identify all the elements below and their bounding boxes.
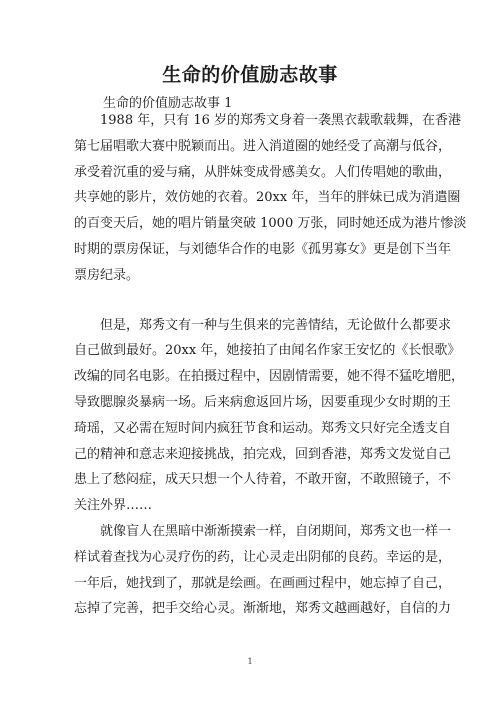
paragraph-line: 的百变天后，她的唱片销量突破 1000 万张，同时她还成为港片惨淡 <box>74 216 467 232</box>
paragraph-line: 忘掉了完善，把手交给心灵。渐渐地，郑秀文越画越好，自信的力 <box>74 601 452 617</box>
paragraph-line: 但是，郑秀文有一种与生俱来的完善情结，无论做什么都要求 <box>100 317 452 333</box>
paragraph-line: 承受着沉重的爱与痛，从胖妹变成骨感美女。人们传唱她的歌曲， <box>74 164 452 180</box>
paragraph <box>74 313 465 519</box>
paragraph-line: 票房纪录。 <box>74 267 140 283</box>
paragraph-line: 一年后，她找到了，那就是绘画。在画画过程中，她忘掉了自己， <box>74 575 452 591</box>
paragraph-line: 患上了愁闷症，成天只想一个人待着，不敢开窗，不敢照镜子，不 <box>74 472 452 488</box>
paragraph-line: 1988 年，只有 16 岁的郑秀文身着一袭黑衣载歌载舞，在香港 <box>100 113 462 128</box>
document-subtitle: 生命的价值励志故事 1 <box>103 96 233 111</box>
document-title: 生命的价值励志故事 <box>162 64 338 86</box>
paragraph-line: 样试着查找为心灵疗伤的药，让心灵走出阴郁的良药。幸运的是， <box>74 549 452 565</box>
document-body <box>74 108 467 622</box>
paragraph-line: 就像盲人在黑暗中渐渐摸索一样，自闭期间，郑秀文也一样一 <box>100 523 452 539</box>
paragraph-line: 第七届唱歌大赛中脱颖而出。进入消道圈的她经受了高潮与低谷， <box>74 138 452 154</box>
paragraph <box>74 108 467 289</box>
paragraph-line: 自己做到最好。20xx 年，她接拍了由闻名作家王安忆的《长恨歌》 <box>74 343 461 359</box>
paragraph-line: 改编的同名电影。在拍摄过程中，因剧情需要，她不得不猛吃增肥， <box>74 369 465 385</box>
paragraph-line: 时期的票房保证，与刘德华合作的电影《孤男寡女》更是创下当年 <box>74 241 452 257</box>
paragraph-line: 导致腮腺炎暴病一场。后来病愈返回片场，因要重现少女时期的王 <box>74 394 452 410</box>
paragraph-line: 己的精神和意志来迎接挑战，拍完戏，回到香港，郑秀文发觉自己 <box>74 446 452 462</box>
paragraph-gap <box>74 289 434 313</box>
paragraph-line: 关注外界…… <box>74 498 153 514</box>
page-number: 1 <box>247 657 253 666</box>
paragraph <box>74 519 452 622</box>
paragraph-line: 琦瑶，又必需在短时间内疯狂节食和运动。郑秀文只好完全透支自 <box>74 420 452 436</box>
paragraph-line: 共享她的影片，效仿她的衣着。20xx 年，当年的胖妹已成为消遣圈 <box>74 190 461 206</box>
